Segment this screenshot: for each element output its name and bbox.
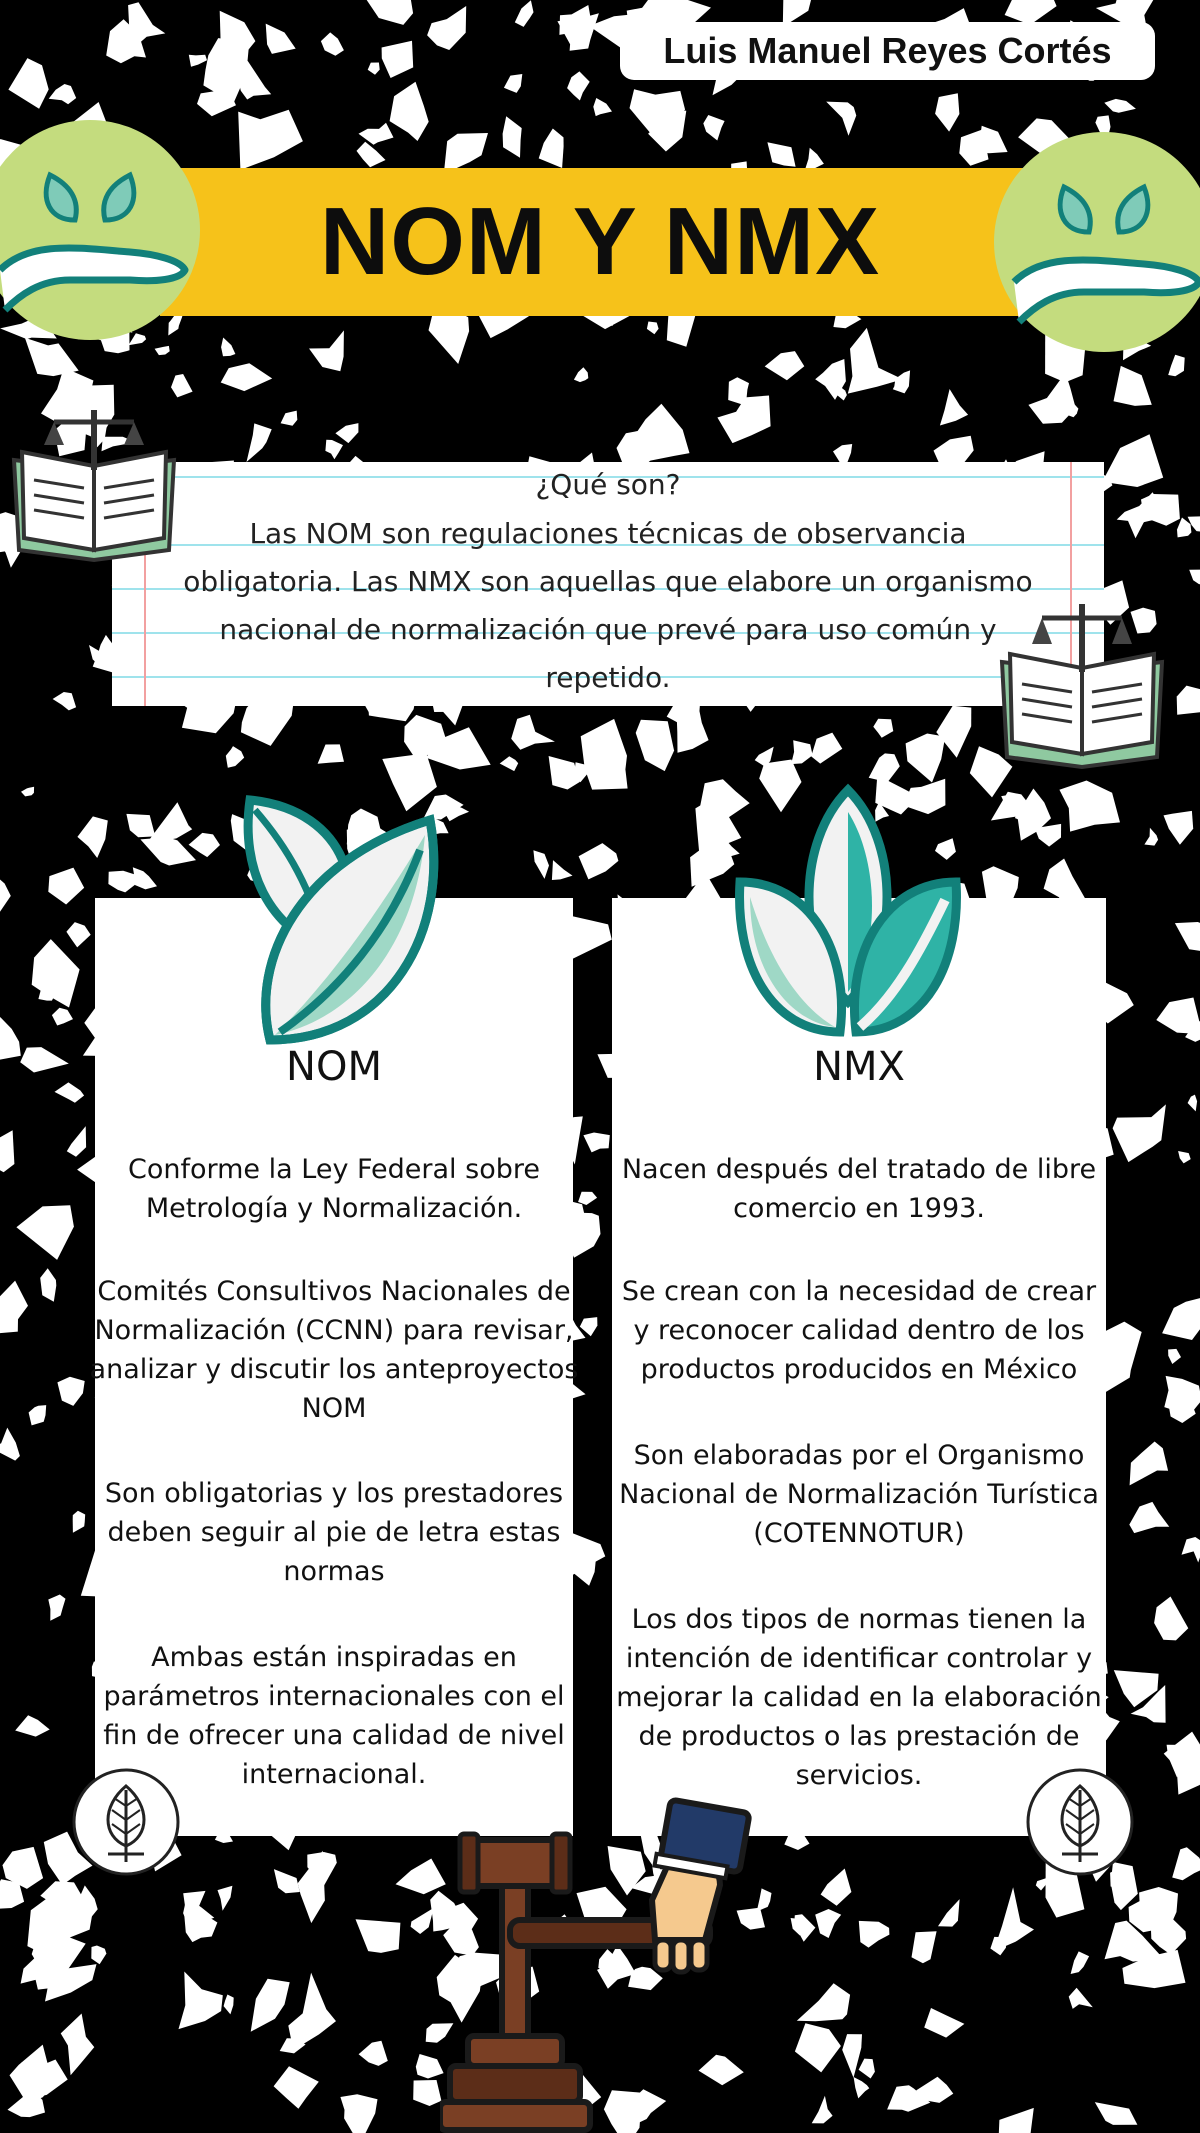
- nom-point-3: Son obligatorias y los prestadores deben seguir al pie de letra estas normas: [104, 1478, 564, 1587]
- law-book-icon: [992, 592, 1172, 777]
- leaves-icon: [230, 790, 450, 1050]
- intro-note: [112, 462, 1104, 706]
- law-book-icon: [4, 400, 184, 570]
- hand-leaves-icon: [0, 120, 200, 340]
- nmx-point-3: Son elaboradas por el Organismo Nacional de Normalización Turística (COTENNOTUR): [619, 1440, 1099, 1549]
- nmx-point-2: Se crean con la necesidad de crear y reconocer calidad dentro de los productos producidos en México: [621, 1276, 1097, 1385]
- nmx-point-4: Los dos tipos de normas tienen la intención de identificar controlar y mejorar la calidad en la elaboración de productos o las prestación de servicios.: [616, 1604, 1102, 1791]
- nom-point-2: Comités Consultivos Nacionales de Normalización (CCNN) para revisar, analizar y discutir los anteproyectos NOM: [89, 1276, 579, 1424]
- nom-point-4: Ambas están inspiradas en parámetros internacionales con el fin de ofrecer una calidad de nivel internacional.: [103, 1642, 565, 1790]
- hand-leaves-icon: [994, 132, 1200, 352]
- leaf-emblem-icon: [1024, 1766, 1136, 1878]
- nom-title: NOM: [286, 1044, 382, 1090]
- leaf-emblem-icon: [70, 1766, 182, 1878]
- gavel-icon: [440, 1790, 780, 2133]
- leaves-icon: [730, 782, 966, 1044]
- page-title: NOM Y NMX: [160, 168, 1040, 316]
- nmx-point-1: Nacen después del tratado de libre comercio en 1993.: [621, 1154, 1097, 1224]
- author-label: Luis Manuel Reyes Cortés: [620, 22, 1155, 80]
- nom-point-1: Conforme la Ley Federal sobre Metrología y Normalización.: [128, 1154, 540, 1224]
- intro-text: Las NOM son regulaciones técnicas de observancia obligatoria. Las NMX son aquellas que elabore un organismo nacional de normalización que prevé para uso común y repetido.: [183, 517, 1033, 694]
- marble-blob: [38, 989, 55, 1001]
- intro-question: ¿Qué son?: [535, 468, 681, 501]
- nmx-title: NMX: [813, 1044, 905, 1090]
